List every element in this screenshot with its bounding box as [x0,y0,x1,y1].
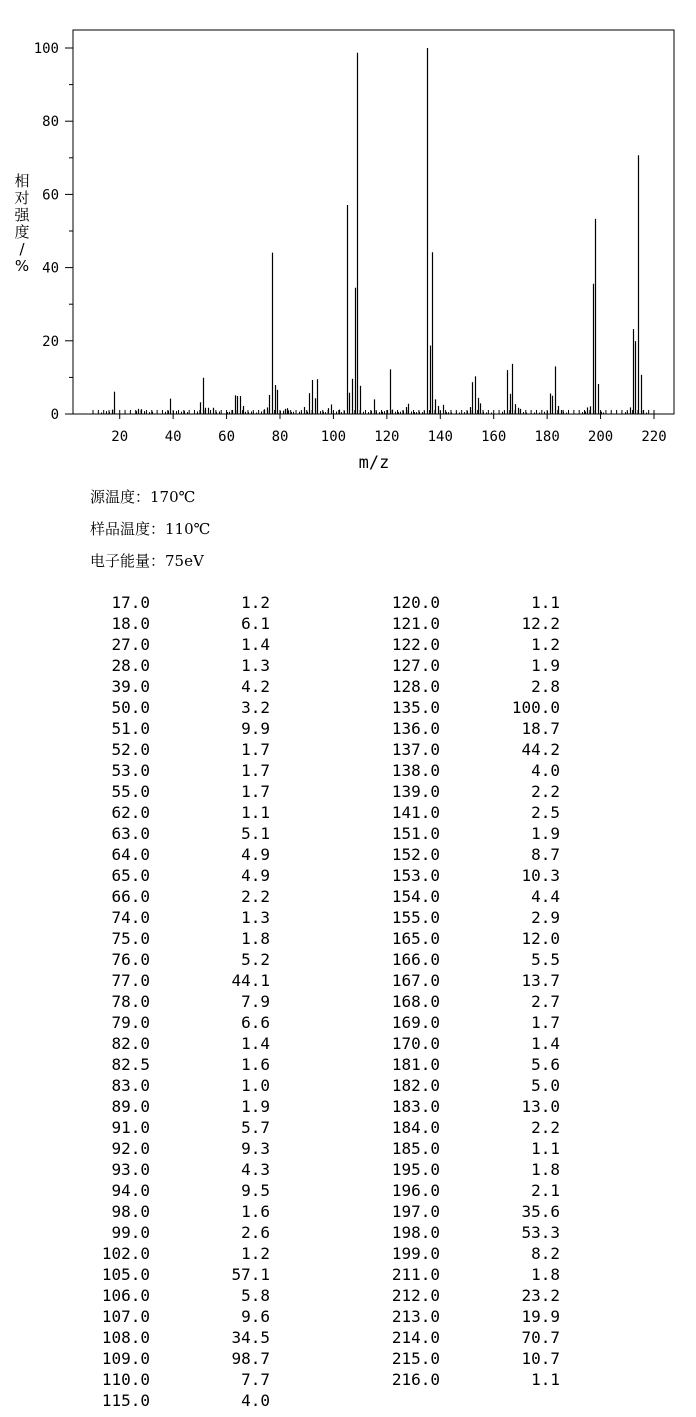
peak-mz: 82.5 [111,1055,150,1074]
peak-intensity: 2.2 [531,782,560,801]
peak-intensity: 23.2 [521,1286,560,1305]
peak-mz: 181.0 [391,1055,440,1074]
peak-mz: 135.0 [391,698,440,717]
minor-ticks [69,85,654,414]
peak-mz: 166.0 [391,950,440,969]
peak-mz: 216.0 [391,1370,440,1389]
peak-mz: 115.0 [101,1391,150,1410]
peak-intensity: 44.1 [231,971,270,990]
peak-intensity: 3.2 [241,698,270,717]
spectrum-peaks [113,48,644,414]
peak-intensity: 1.6 [241,1202,270,1221]
y-tick-label: 20 [42,333,59,350]
peak-intensity: 1.2 [531,635,560,654]
peak-intensity: 4.0 [531,761,560,780]
peak-intensity: 2.8 [531,677,560,696]
peak-intensity: 1.1 [531,1139,560,1158]
x-tick-label: 20 [111,429,129,445]
peak-mz: 141.0 [391,803,440,822]
peak-intensity: 1.4 [241,635,270,654]
peak-intensity: 2.2 [531,1118,560,1137]
peak-mz: 64.0 [111,845,150,864]
peak-intensity: 9.5 [241,1181,270,1200]
x-tick-labels [111,429,666,445]
peak-mz: 165.0 [391,929,440,948]
peak-mz: 154.0 [391,887,440,906]
peak-intensity: 9.6 [241,1307,270,1326]
peak-mz: 184.0 [391,1118,440,1137]
sample-temperature: 样品温度：110℃ [90,520,211,538]
peak-intensity: 4.9 [241,845,270,864]
peak-intensity: 1.1 [531,1370,560,1389]
peak-mz: 170.0 [391,1034,440,1053]
x-tick-label: 160 [481,429,507,445]
peak-intensity: 12.0 [521,929,560,948]
peak-mz: 167.0 [391,971,440,990]
peak-mz: 102.0 [101,1244,150,1263]
peak-intensity: 18.7 [521,719,560,738]
peak-intensity: 7.9 [241,992,270,1011]
peak-intensity: 1.6 [241,1055,270,1074]
x-tick-label: 60 [218,429,236,445]
peak-mz: 94.0 [111,1181,150,1200]
electron-energy: 电子能量：75eV [90,552,204,570]
peak-intensity: 10.7 [521,1349,560,1368]
peak-mz: 197.0 [391,1202,440,1221]
y-tick-labels [34,41,59,423]
peak-mz: 91.0 [111,1118,150,1137]
peak-mz: 62.0 [111,803,150,822]
peak-mz: 183.0 [391,1097,440,1116]
peak-mz: 82.0 [111,1034,150,1053]
peak-intensity: 98.7 [231,1349,270,1368]
peak-intensity: 2.2 [241,887,270,906]
y-axis-label-char: 相 [14,172,30,190]
peak-mz: 128.0 [391,677,440,696]
peak-mz: 53.0 [111,761,150,780]
peak-mz: 52.0 [111,740,150,759]
peak-intensity: 1.0 [241,1076,270,1095]
peak-mz: 168.0 [391,992,440,1011]
peak-intensity: 1.2 [241,593,270,612]
peak-intensity: 1.8 [531,1265,560,1284]
peak-mz: 182.0 [391,1076,440,1095]
peak-mz: 28.0 [111,656,150,675]
peak-mz: 196.0 [391,1181,440,1200]
x-tick-label: 100 [320,429,347,445]
peak-mz: 214.0 [391,1328,440,1347]
peak-mz: 137.0 [391,740,440,759]
peak-intensity: 1.7 [531,1013,560,1032]
peak-mz: 122.0 [391,635,440,654]
peak-mz: 93.0 [111,1160,150,1179]
source-temperature: 源温度：170℃ [90,488,196,506]
peak-mz: 106.0 [101,1286,150,1305]
peak-mz: 110.0 [101,1370,150,1389]
peak-mz: 74.0 [111,908,150,927]
peak-mz: 108.0 [101,1328,150,1347]
peak-intensity: 2.6 [241,1223,270,1242]
peak-mz: 89.0 [111,1097,150,1116]
peak-mz: 65.0 [111,866,150,885]
peak-mz: 50.0 [111,698,150,717]
peak-mz: 136.0 [391,719,440,738]
peak-intensity: 13.7 [521,971,560,990]
x-tick-label: 180 [534,429,560,445]
peak-intensity: 5.5 [531,950,560,969]
peak-intensity: 53.3 [521,1223,560,1242]
peak-mz: 185.0 [391,1139,440,1158]
y-axis-label [14,172,30,275]
peak-mz: 212.0 [391,1286,440,1305]
peak-intensity: 1.8 [241,929,270,948]
peak-intensity: 1.7 [241,761,270,780]
x-tick-label: 40 [164,429,182,445]
peak-intensity: 10.3 [521,866,560,885]
peak-intensity: 35.6 [521,1202,560,1221]
peak-mz: 198.0 [391,1223,440,1242]
peak-mz: 195.0 [391,1160,440,1179]
peak-mz: 18.0 [111,614,150,633]
plot-frame [73,30,674,414]
peak-intensity: 12.2 [521,614,560,633]
y-tick-label: 40 [42,260,59,277]
y-axis-label-char: 对 [14,189,30,207]
peak-intensity: 2.5 [531,803,560,822]
peak-intensity: 4.0 [241,1391,270,1410]
y-axis-label-char: 度 [14,223,30,241]
peak-intensity: 4.4 [531,887,560,906]
peak-mz: 66.0 [111,887,150,906]
peak-mz: 109.0 [101,1349,150,1368]
peak-intensity: 8.2 [531,1244,560,1263]
peak-mz: 79.0 [111,1013,150,1032]
peak-intensity: 1.7 [241,782,270,801]
y-axis-label-char: % [14,257,30,275]
peak-intensity: 1.3 [241,908,270,927]
peak-intensity: 34.5 [231,1328,270,1347]
peak-intensity: 1.8 [531,1160,560,1179]
y-tick-label: 60 [42,187,59,204]
peak-intensity: 1.4 [531,1034,560,1053]
peak-intensity: 19.9 [521,1307,560,1326]
mass-spectrum-chart [0,0,696,480]
peak-mz: 27.0 [111,635,150,654]
peak-mz: 98.0 [111,1202,150,1221]
peak-intensity: 5.1 [241,824,270,843]
peak-mz: 215.0 [391,1349,440,1368]
peak-mz: 77.0 [111,971,150,990]
peak-mz: 151.0 [391,824,440,843]
peak-intensity: 1.1 [531,593,560,612]
y-tick-label: 80 [42,114,59,131]
peak-mz: 63.0 [111,824,150,843]
peak-intensity: 1.4 [241,1034,270,1053]
peak-intensity: 2.7 [531,992,560,1011]
peak-mz: 153.0 [391,866,440,885]
peak-intensity: 1.7 [241,740,270,759]
y-axis-label-char: 强 [14,206,30,224]
peak-mz: 107.0 [101,1307,150,1326]
peak-mz: 211.0 [391,1265,440,1284]
major-ticks [65,48,654,419]
peak-mz: 17.0 [111,593,150,612]
peak-intensity: 6.1 [241,614,270,633]
peak-intensity: 1.9 [241,1097,270,1116]
peak-mz: 120.0 [391,593,440,612]
peak-intensity: 2.9 [531,908,560,927]
peak-intensity: 100.0 [511,698,560,717]
x-axis-label: m/z [358,453,390,473]
peak-mz: 121.0 [391,614,440,633]
y-tick-label: 0 [50,407,59,423]
x-tick-label: 200 [587,429,614,445]
peak-intensity: 5.7 [241,1118,270,1137]
x-tick-label: 220 [641,429,667,445]
peak-mz: 92.0 [111,1139,150,1158]
peak-mz: 78.0 [111,992,150,1011]
peak-intensity: 5.0 [531,1076,560,1095]
peak-intensity: 8.7 [531,845,560,864]
peak-intensity: 1.1 [241,803,270,822]
peak-mz: 155.0 [391,908,440,927]
y-tick-label: 100 [33,41,59,57]
x-tick-label: 120 [374,429,400,445]
peak-mz: 139.0 [391,782,440,801]
peak-intensity: 6.6 [241,1013,270,1032]
peak-mz: 127.0 [391,656,440,675]
peak-intensity: 4.2 [241,677,270,696]
peak-mz: 105.0 [101,1265,150,1284]
peak-mz: 152.0 [391,845,440,864]
peak-intensity: 2.1 [531,1181,560,1200]
peak-intensity: 5.6 [531,1055,560,1074]
peak-mz: 83.0 [111,1076,150,1095]
peak-mz: 199.0 [391,1244,440,1263]
peak-mz: 76.0 [111,950,150,969]
peak-intensity: 1.9 [531,656,560,675]
peak-mz: 55.0 [111,782,150,801]
peak-intensity: 9.3 [241,1139,270,1158]
x-tick-label: 140 [427,429,453,445]
peak-mz: 75.0 [111,929,150,948]
peak-intensity: 5.2 [241,950,270,969]
peak-mz: 169.0 [391,1013,440,1032]
peak-intensity: 1.2 [241,1244,270,1263]
peak-intensity: 7.7 [241,1370,270,1389]
peak-mz: 138.0 [391,761,440,780]
x-tick-label: 80 [271,429,289,445]
peak-mz: 51.0 [111,719,150,738]
peak-mz: 99.0 [111,1223,150,1242]
peak-intensity: 70.7 [521,1328,560,1347]
peak-intensity: 1.9 [531,824,560,843]
y-axis-label-char: / [19,240,25,258]
peak-intensity: 44.2 [521,740,560,759]
peak-intensity: 5.8 [241,1286,270,1305]
peak-intensity: 4.9 [241,866,270,885]
peak-intensity: 1.3 [241,656,270,675]
peak-intensity: 13.0 [521,1097,560,1116]
peak-intensity: 57.1 [231,1265,270,1284]
peak-mz: 39.0 [111,677,150,696]
peak-intensity: 9.9 [241,719,270,738]
peak-mz: 213.0 [391,1307,440,1326]
peak-intensity: 4.3 [241,1160,270,1179]
